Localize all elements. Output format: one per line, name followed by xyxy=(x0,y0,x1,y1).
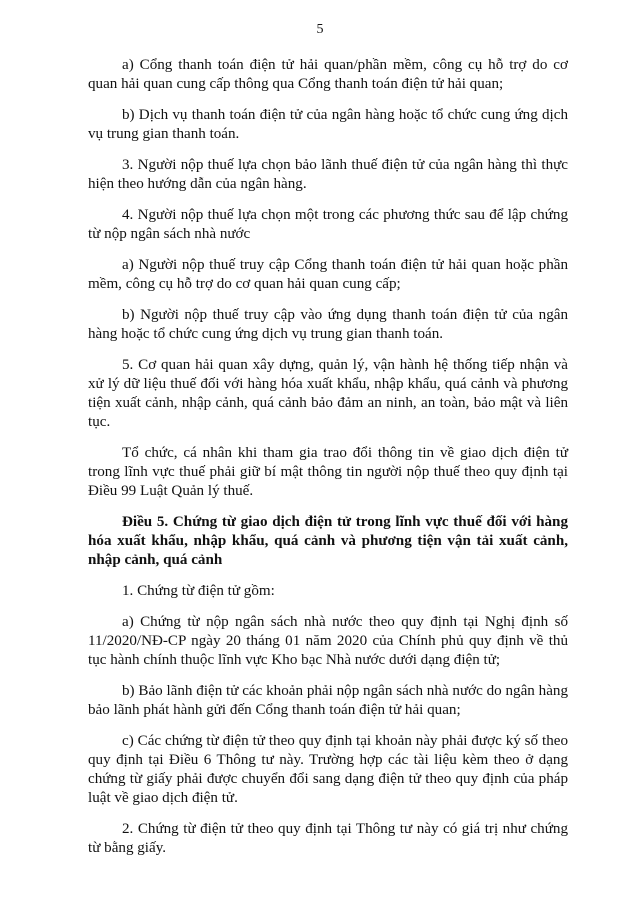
article-paragraph: c) Các chứng từ điện tử theo quy định tại khoản này phải được ký số theo quy định tại Điều 6 Thông tư này. Trường hợp các tài liệu kèm theo ở dạng chứng từ giấy phải được chuyển đổi sang dạng điện tử theo quy định của pháp luật về giao dịch điện tử. xyxy=(88,733,568,806)
paragraph: 5. Cơ quan hải quan xây dựng, quản lý, vận hành hệ thống tiếp nhận và xử lý dữ liệu thuế đối với hàng hóa xuất khẩu, nhập khẩu, quá cảnh và phương tiện xuất cảnh, nhập cảnh, quá cảnh bảo đảm an ninh, an toàn, bảo mật và liên tục. xyxy=(88,357,568,430)
article-paragraph: 2. Chứng từ điện tử theo quy định tại Thông tư này có giá trị như chứng từ bằng giấy. xyxy=(88,821,568,856)
paragraph: 3. Người nộp thuế lựa chọn bảo lãnh thuế điện tử của ngân hàng thì thực hiện theo hướng dẫn của ngân hàng. xyxy=(88,157,568,192)
article-paragraph: b) Bảo lãnh điện tử các khoản phải nộp ngân sách nhà nước do ngân hàng bảo lãnh phát hành gửi đến Cổng thanh toán điện tử hải quan; xyxy=(88,683,568,718)
article-paragraph: a) Chứng từ nộp ngân sách nhà nước theo quy định tại Nghị định số 11/2020/NĐ-CP ngày 20 tháng 01 năm 2020 của Chính phủ quy định về thủ tục hành chính thuộc lĩnh vực Kho bạc Nhà nước dưới dạng điện tử; xyxy=(88,614,568,668)
paragraph: 4. Người nộp thuế lựa chọn một trong các phương thức sau để lập chứng từ nộp ngân sách nhà nước xyxy=(88,207,568,242)
article-paragraph: 1. Chứng từ điện tử gồm: xyxy=(122,583,275,599)
document-body xyxy=(88,56,568,870)
paragraph: a) Cổng thanh toán điện tử hải quan/phần mềm, công cụ hỗ trợ do cơ quan hải quan cung cấp thông qua Cổng thanh toán điện tử hải quan; xyxy=(88,57,568,92)
paragraph: Tổ chức, cá nhân khi tham gia trao đổi thông tin về giao dịch điện tử trong lĩnh vực thuế phải giữ bí mật thông tin người nộp thuế theo quy định tại Điều 99 Luật Quản lý thuế. xyxy=(88,445,568,499)
paragraph: a) Người nộp thuế truy cập Cổng thanh toán điện tử hải quan hoặc phần mềm, công cụ hỗ trợ do cơ quan hải quan cung cấp; xyxy=(88,257,568,292)
page-number: 5 xyxy=(316,22,324,37)
paragraph: b) Dịch vụ thanh toán điện tử của ngân hàng hoặc tổ chức cung ứng dịch vụ trung gian thanh toán. xyxy=(88,107,568,142)
paragraph: b) Người nộp thuế truy cập vào ứng dụng thanh toán điện tử của ngân hàng hoặc tổ chức cung ứng dịch vụ trung gian thanh toán. xyxy=(88,307,568,342)
article-heading: Điều 5. Chứng từ giao dịch điện tử trong lĩnh vực thuế đối với hàng hóa xuất khẩu, nhập khẩu, quá cảnh và phương tiện vận tải xuất cảnh, nhập cảnh, quá cảnh xyxy=(88,514,568,568)
